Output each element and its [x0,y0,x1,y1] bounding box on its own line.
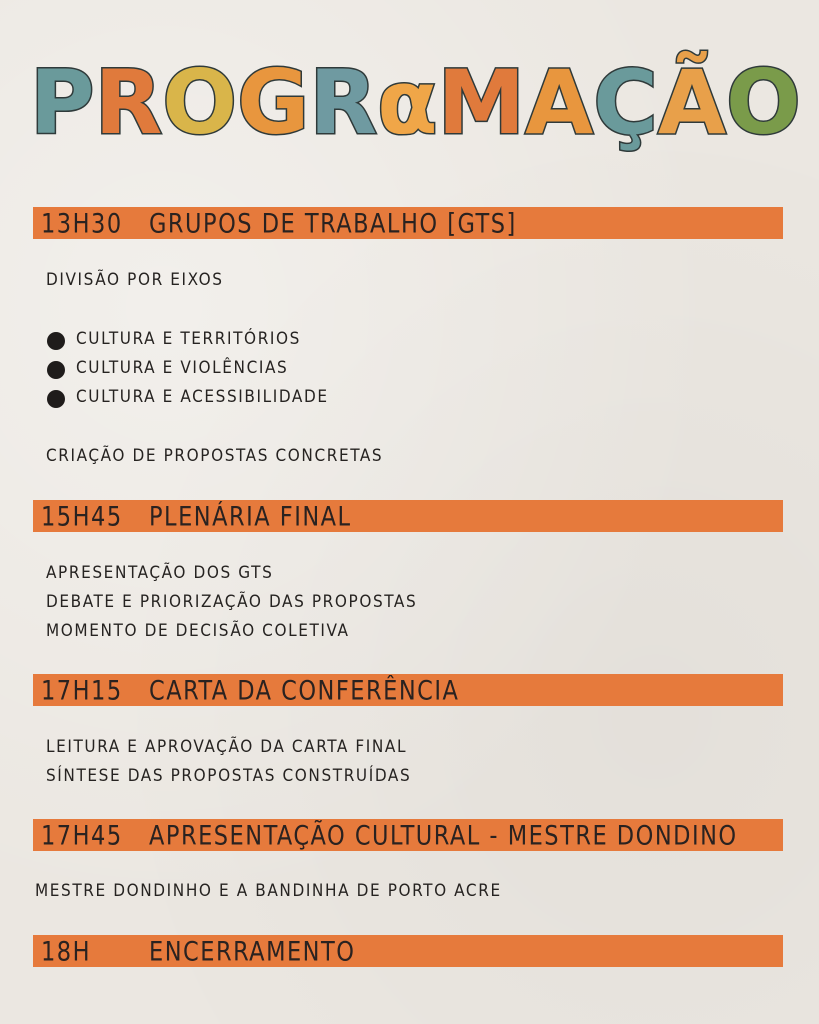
title-letter: A [525,51,592,154]
section-time: 15H45 [41,500,123,532]
title-letter: P [30,51,93,154]
section-header-15h45 [33,500,783,532]
title-letter: R [309,51,376,154]
section-title: GRUPOS DE TRABALHO [GTS] [149,207,517,239]
bullet-icon [47,361,65,379]
section-time: 13H30 [41,207,123,239]
section-time: 17H15 [41,674,123,706]
page-title [30,48,799,158]
section-text: DEBATE E PRIORIZAÇÃO DAS PROPOSTAS [46,592,418,612]
section-text: MESTRE DONDINHO E A BANDINHA DE PORTO ACRE [35,881,502,901]
title-letter: O [725,51,799,154]
bullet-text: CULTURA E VIOLÊNCIAS [76,358,289,378]
section-text: SÍNTESE DAS PROPOSTAS CONSTRUÍDAS [46,766,412,786]
section-header-17h45 [33,819,783,851]
bullet-text: CULTURA E TERRITÓRIOS [76,329,301,349]
section-text: DIVISÃO POR EIXOS [46,270,224,290]
section-title: PLENÁRIA FINAL [149,500,352,532]
bullet-icon [47,390,65,408]
section-text: LEITURA E APROVAÇÃO DA CARTA FINAL [46,737,408,757]
section-title: ENCERRAMENTO [149,935,356,967]
title-letter: Ç [593,51,656,154]
title-letter: O [162,51,236,154]
section-text: MOMENTO DE DECISÃO COLETIVA [46,621,350,641]
title-letter: G [237,51,308,154]
title-letter: α [377,51,436,154]
section-header-18h [33,935,783,967]
title-letter: M [437,51,524,154]
section-text: CRIAÇÃO DE PROPOSTAS CONCRETAS [46,446,384,466]
title-letter: Ã [657,51,724,154]
section-title: APRESENTAÇÃO CULTURAL - MESTRE DONDINO [149,819,738,851]
title-letter: R [94,51,161,154]
section-time: 18H [41,935,92,967]
bullet-icon [47,332,65,350]
section-text: APRESENTAÇÃO DOS GTS [46,563,274,583]
section-header-13h30 [33,207,783,239]
section-title: CARTA DA CONFERÊNCIA [149,674,460,706]
section-header-17h15 [33,674,783,706]
section-time: 17H45 [41,819,123,851]
bullet-text: CULTURA E ACESSIBILIDADE [76,387,329,407]
